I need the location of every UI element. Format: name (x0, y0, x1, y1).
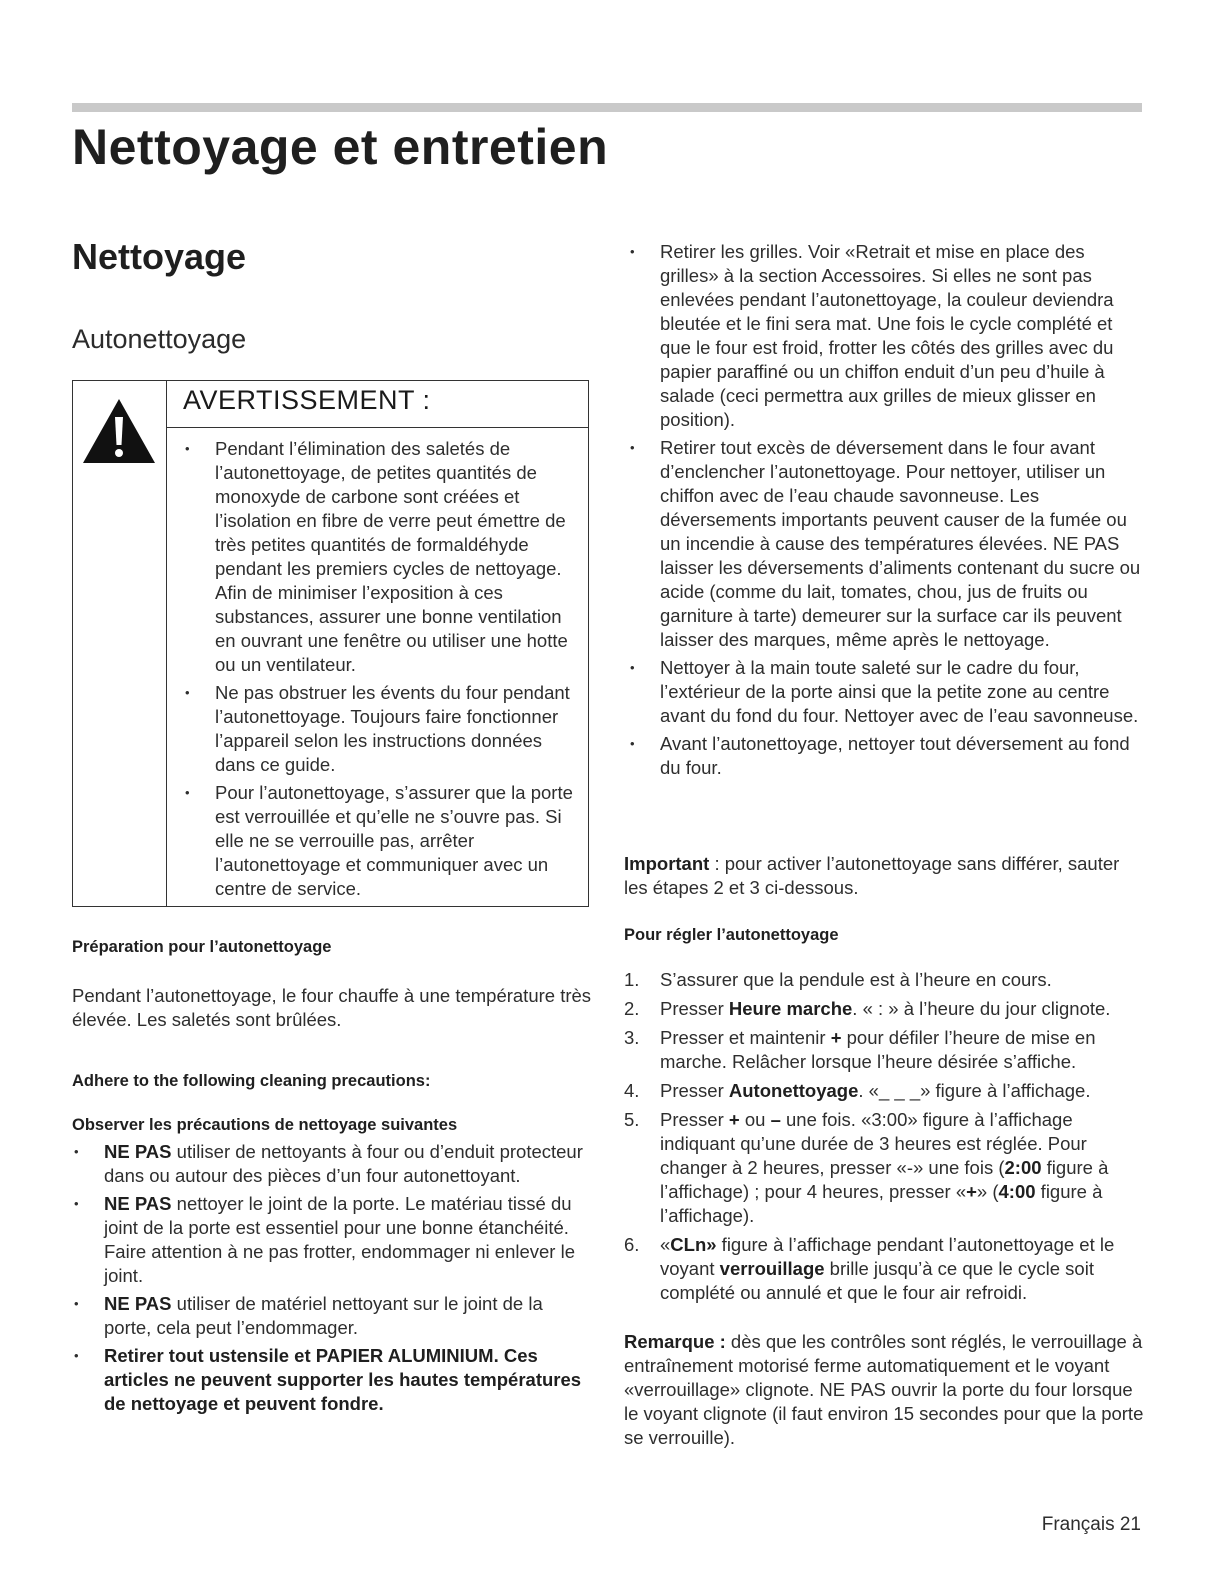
step-item: 6. «CLn» figure à l’affichage pendant l’autonettoyage et le voyant verrouillage brille jusqu’à ce que le cycle soit complété ou annulé et que le four air refroidi. (624, 1234, 1115, 1303)
steps-list (624, 968, 1144, 1305)
step-item: 1. S’assurer que la pendule est à l’heure en cours. (624, 969, 1052, 990)
subsection-title: Autonettoyage (72, 324, 247, 354)
page-footer: Français 21 (1041, 1514, 1141, 1535)
precautions-heading-fr: Observer les précautions de nettoyage suivantes (72, 1116, 458, 1134)
right-bullets (628, 240, 1144, 780)
precautions-list (72, 1140, 592, 1416)
warning-item: • Ne pas obstruer les évents du four pendant l’autonettoyage. Toujours faire fonctionner l’appareil selon les instructions données dans ce guide. (183, 681, 579, 777)
steps-heading: Pour régler l’autonettoyage (624, 926, 839, 944)
warning-triangle-icon (79, 395, 159, 467)
warning-divider (166, 381, 167, 906)
preparation-heading: Préparation pour l’autonettoyage (72, 938, 332, 956)
right-bullet-item: • Nettoyer à la main toute saleté sur le cadre du four, l’extérieur de la porte ainsi que la petite zone au centre avant du fond du four. Nettoyer avec de l’eau savonneuse. (628, 656, 1144, 728)
preparation-text: Pendant l’autonettoyage, le four chauffe à une température très élevée. Les saletés sont brûlées. (72, 985, 592, 1030)
warning-item: • Pendant l’élimination des saletés de l’autonettoyage, de petites quantités de monoxyde de carbone sont créées et l’isolation en fibre de verre peut émettre de très petites quantités de formaldéhyde pendant les premiers cycles de nettoyage. Afin de minimiser l’exposition à ces substances, assurer une bonne ventilation en ouvrant une fenêtre ou utiliser une hotte ou un ventilateur. (183, 437, 579, 677)
step-item: 4. Presser Autonettoyage. «_ _ _» figure à l’affichage. (624, 1080, 1091, 1101)
step-item: 3. Presser et maintenir + pour défiler l’heure de mise en marche. Relâcher lorsque l’heure désirée s’affiche. (624, 1027, 1096, 1072)
precaution-item: • NE PAS nettoyer le joint de la porte. Le matériau tissé du joint de la porte est essentiel pour une bonne étanchéité. Faire attention à ne pas frotter, endommager ni enlever le joint. (72, 1192, 592, 1288)
precaution-item: • NE PAS utiliser de nettoyants à four ou d’enduit protecteur dans ou autour des pièces d’un four autonettoyant. (72, 1140, 592, 1188)
remarque-note: Remarque : dès que les contrôles sont réglés, le verrouillage à entraînement motorisé ferme automatiquement et le voyant «verrouillage» clignote. NE PAS ouvrir la porte du four lorsque le voyant clignote (il faut environ 15 secondes pour que la porte se verrouille). (624, 1331, 1144, 1448)
page-title: Nettoyage et entretien (72, 119, 609, 175)
warning-title: AVERTISSEMENT : (183, 385, 431, 415)
steps-wrap (624, 968, 1144, 1310)
precautions-heading-en: Adhere to the following cleaning precautions: (72, 1072, 431, 1090)
right-bullet-item: • Retirer tout excès de déversement dans le four avant d’enclencher l’autonettoyage. Pour nettoyer, utiliser un chiffon avec de l’eau chaude savonneuse. Les déversements importants peuvent causer de la fumée ou un incendie à cause des températures élevées. NE PAS laisser les déversements d’aliments contenant du sucre ou acide (comme du lait, tomates, chou, jus de fruits ou garniture à tarte) demeurer sur la surface car ils peuvent laisser des marques, même après le nettoyage. (628, 436, 1144, 652)
precautions-list-wrap (72, 1140, 592, 1420)
header-rule (72, 103, 1142, 112)
warning-list (183, 437, 579, 905)
warning-box (72, 380, 589, 907)
precaution-item: • Retirer tout ustensile et PAPIER ALUMINIUM. Ces articles ne peuvent supporter les hautes températures de nettoyage et peuvent fondre. (72, 1344, 592, 1416)
important-note: Important : pour activer l’autonettoyage sans différer, sauter les étapes 2 et 3 ci-dessous. (624, 853, 1120, 898)
warning-item: • Pour l’autonettoyage, s’assurer que la porte est verrouillée et qu’elle ne s’ouvre pas. Si elle ne se verrouille pas, arrêter l’autonettoyage et communiquer avec un centre de service. (183, 781, 579, 901)
step-item: 5. Presser + ou – une fois. «3:00» figure à l’affichage indiquant qu’une durée de 3 heures est réglée. Pour changer à 2 heures, presser «-» une fois (2:00 figure à l’affichage) ; pour 4 heures, presser «+» (4:00 figure à l’affichage). (624, 1109, 1109, 1226)
remarque-label: Remarque : (624, 1331, 726, 1352)
warning-rule (166, 427, 589, 428)
section-title: Nettoyage (72, 236, 247, 277)
right-bullet-item: • Avant l’autonettoyage, nettoyer tout déversement au fond du four. (628, 732, 1144, 780)
important-label: Important (624, 853, 710, 874)
step-item: 2. Presser Heure marche. « : » à l’heure du jour clignote. (624, 998, 1111, 1019)
precaution-item: • NE PAS utiliser de matériel nettoyant sur le joint de la porte, cela peut l’endommager. (72, 1292, 592, 1340)
right-bullet-item: • Retirer les grilles. Voir «Retrait et mise en place des grilles» à la section Accessoires. Si elles ne sont pas enlevées pendant l’autonettoyage, la couleur deviendra bleutée et le fini sera mat. Une fois le cycle complété et que le four est froid, frotter les côtés des grilles avec du papier paraffiné ou un chiffon enduit d’un peu d’huile à salade (ceci permettra aux grilles de mieux glisser en position). (628, 240, 1144, 432)
right-bullets-wrap (628, 240, 1144, 784)
